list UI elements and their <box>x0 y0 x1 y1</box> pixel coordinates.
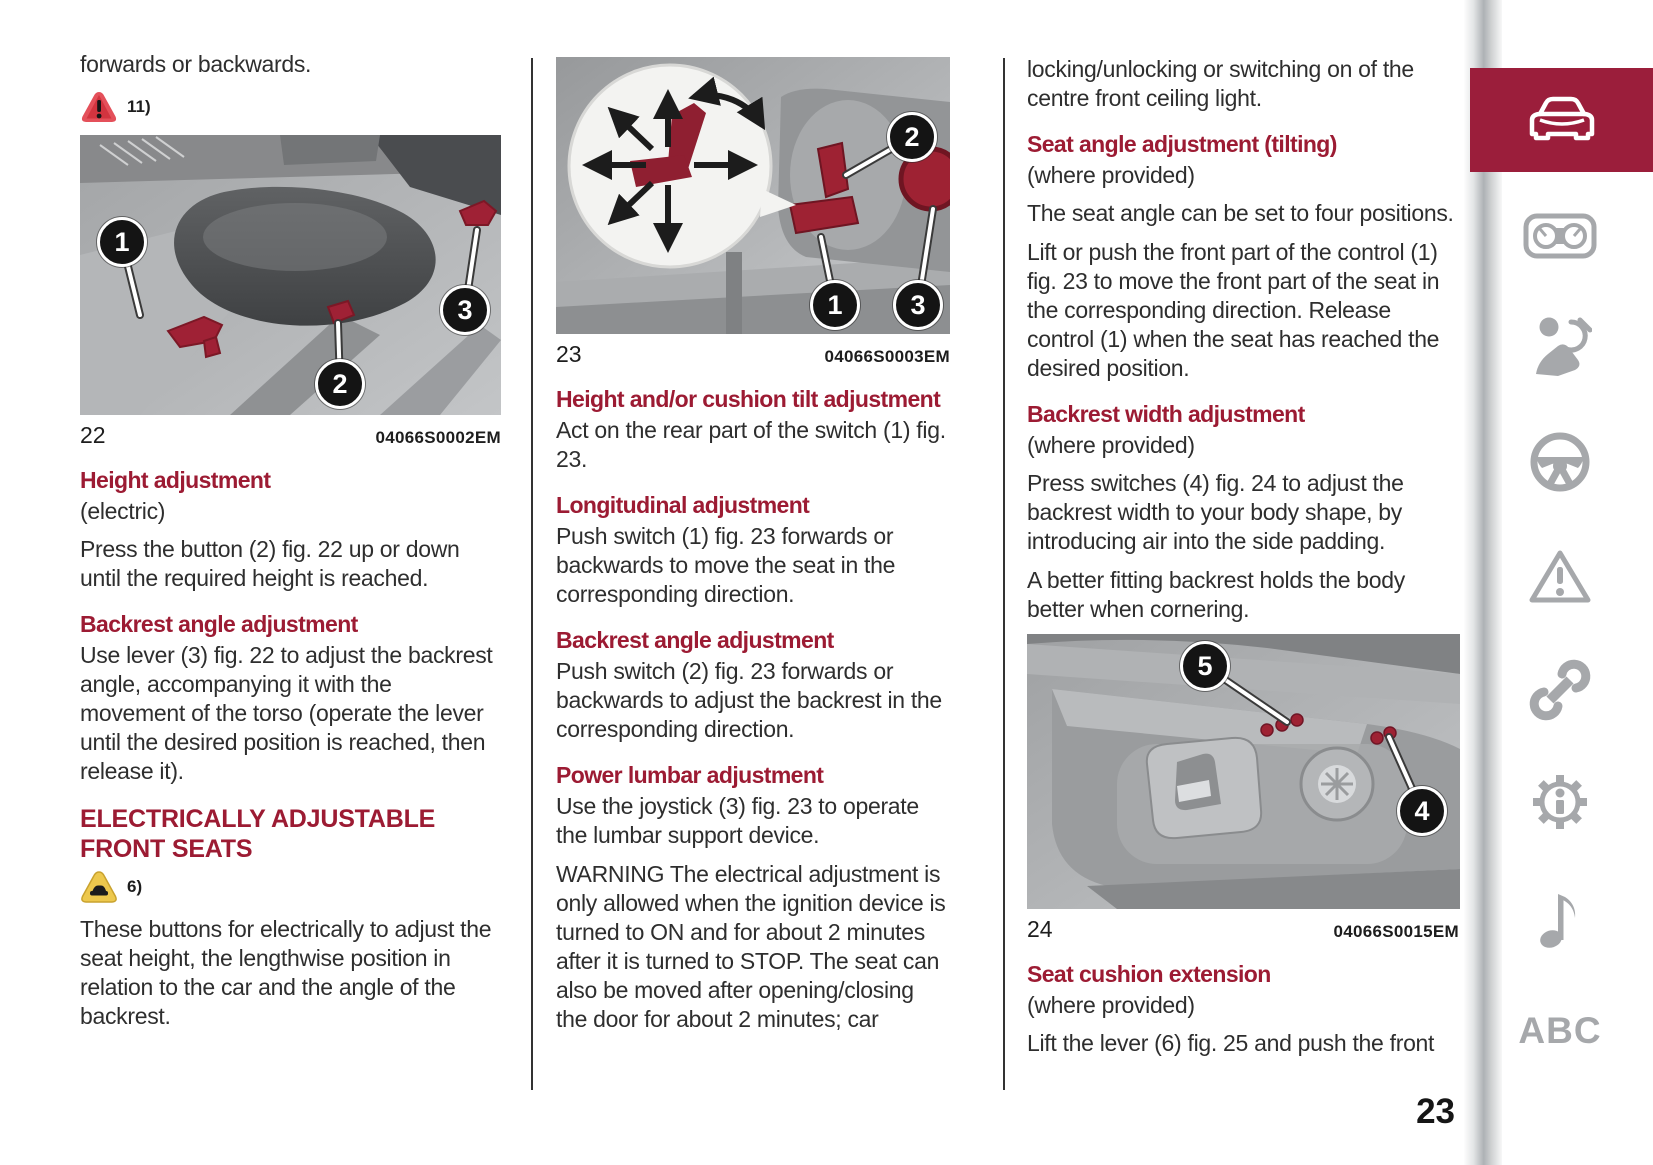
figure-callout: 5 <box>1180 641 1230 691</box>
figure-number: 23 <box>556 341 582 367</box>
car-warning-icon <box>80 870 118 904</box>
chapter-title-electric-seats: ELECTRICALLY ADJUSTABLE FRONT SEATS <box>80 805 436 863</box>
section-subtitle: (where provided) <box>1027 162 1195 188</box>
sidebar-tab-index[interactable]: ABC <box>1518 1010 1602 1051</box>
sidebar-tab-vehicle[interactable] <box>1470 68 1653 172</box>
figure-24-caption <box>1027 916 1459 943</box>
paragraph: Use the joystick (3) fig. 23 to operate the lumbar support device. <box>556 793 919 848</box>
column-divider <box>531 58 533 1090</box>
sidebar-tab-servicing[interactable] <box>1500 658 1620 722</box>
figure-callout: 3 <box>893 280 943 330</box>
figure-callout: 3 <box>440 285 490 335</box>
page-edge-shadow <box>1464 0 1502 1165</box>
section-title-height-cushion-tilt: Height and/or cushion tilt adjustment <box>556 386 941 412</box>
paragraph: Use lever (3) fig. 22 to adjust the backrest angle, accompanying it with the movement of the torso (operate the lever until the desired position is reached, then release it). <box>80 642 493 784</box>
figure-callout: 1 <box>97 217 147 267</box>
figure-24-image <box>1027 634 1460 909</box>
figure-code: 04066S0002EM <box>375 428 501 447</box>
paragraph: Act on the rear part of the switch (1) fig. 23. <box>556 417 946 472</box>
figure-callout: 1 <box>810 280 860 330</box>
figure-23-caption <box>556 341 950 368</box>
figure-22 <box>80 135 501 415</box>
paragraph: The seat angle can be set to four positions. <box>1027 200 1454 226</box>
paragraph: Push switch (1) fig. 23 forwards or backwards to move the seat in the corresponding direction. <box>556 523 896 607</box>
figure-code: 04066S0015EM <box>1333 922 1459 941</box>
caution-ref-number: 6) <box>127 877 143 896</box>
warning-triangle-icon <box>80 90 118 124</box>
gear-info-icon <box>1528 770 1592 834</box>
warning-ref-number: 11) <box>127 97 151 116</box>
sidebar-tab-multimedia[interactable] <box>1500 886 1620 950</box>
section-title-longitudinal: Longitudinal adjustment <box>556 492 810 518</box>
section-subtitle: (where provided) <box>1027 992 1195 1018</box>
paragraph: These buttons for electrically to adjust the seat height, the lengthwise position in relation to the car and the angle of the backrest. <box>80 916 492 1029</box>
section-subtitle: (electric) <box>80 498 166 524</box>
paragraph: Press switches (4) fig. 24 to adjust the backrest width to your body shape, by introducing air into the side padding. <box>1027 470 1404 554</box>
warning-ref-row <box>80 89 501 125</box>
figure-22-caption <box>80 422 501 449</box>
page-number: 23 <box>1416 1092 1455 1131</box>
paragraph: Push switch (2) fig. 23 forwards or backwards to adjust the backrest in the corresponding direction. <box>556 658 942 742</box>
figure-callout: 2 <box>887 112 937 162</box>
music-note-icon <box>1535 886 1585 950</box>
section-title-power-lumbar: Power lumbar adjustment <box>556 762 824 788</box>
intro-text: forwards or backwards. <box>80 51 312 77</box>
sidebar-tab-safety[interactable] <box>1500 314 1620 378</box>
figure-number: 24 <box>1027 916 1053 942</box>
figure-24 <box>1027 634 1459 909</box>
figure-22-image <box>80 135 501 415</box>
instrument-cluster-icon <box>1522 208 1598 264</box>
figure-number: 22 <box>80 422 106 448</box>
figure-code: 04066S0003EM <box>824 347 950 366</box>
column-divider <box>1003 58 1005 1090</box>
section-title-backrest-width: Backrest width adjustment <box>1027 401 1305 427</box>
section-title-seat-cushion-extension: Seat cushion extension <box>1027 961 1271 987</box>
continuation-paragraph: locking/unlocking or switching on of the centre front ceiling light. <box>1027 56 1414 111</box>
figure-23 <box>556 57 950 334</box>
section-title-height-adjustment: Height adjustment <box>80 467 271 493</box>
sidebar-tab-instrument-cluster[interactable] <box>1500 208 1620 264</box>
paragraph: A better fitting backrest holds the body better when cornering. <box>1027 567 1405 622</box>
right-column <box>1027 55 1459 1068</box>
figure-23-image <box>556 57 950 334</box>
sidebar-tab-technical-data[interactable] <box>1500 770 1620 834</box>
section-title-backrest-angle-2: Backrest angle adjustment <box>556 627 834 653</box>
wrench-icon <box>1528 658 1592 722</box>
paragraph: Lift or push the front part of the control (1) fig. 23 to move the front part of the seat in the corresponding direction. Release control (1) when the seat has reached the desired position. <box>1027 239 1440 381</box>
section-title-backrest-angle: Backrest angle adjustment <box>80 611 358 637</box>
sidebar-tab-starting-driving[interactable] <box>1500 430 1620 494</box>
paragraph: Lift the lever (6) fig. 25 and push the front <box>1027 1030 1435 1056</box>
section-title-seat-angle: Seat angle adjustment (tilting) <box>1027 131 1337 157</box>
middle-column <box>556 55 950 1044</box>
sidebar-tab-emergency[interactable] <box>1500 546 1620 606</box>
warning-triangle-outline-icon <box>1527 546 1593 606</box>
paragraph: Press the button (2) fig. 22 up or down until the required height is reached. <box>80 536 460 591</box>
figure-callout: 2 <box>315 359 365 409</box>
caution-ref-row <box>80 869 501 905</box>
left-column <box>80 50 501 1041</box>
section-subtitle: (where provided) <box>1027 432 1195 458</box>
car-front-icon <box>1526 94 1598 146</box>
steering-wheel-icon <box>1528 430 1592 494</box>
figure-callout: 4 <box>1397 786 1447 836</box>
airbag-icon <box>1528 314 1592 378</box>
warning-paragraph: WARNING The electrical adjustment is only allowed when the ignition device is turned to ON and for about 2 minutes after it is turned to STOP. The seat can also be moved after opening/closing the door for about 2 minutes; car <box>556 861 946 1032</box>
